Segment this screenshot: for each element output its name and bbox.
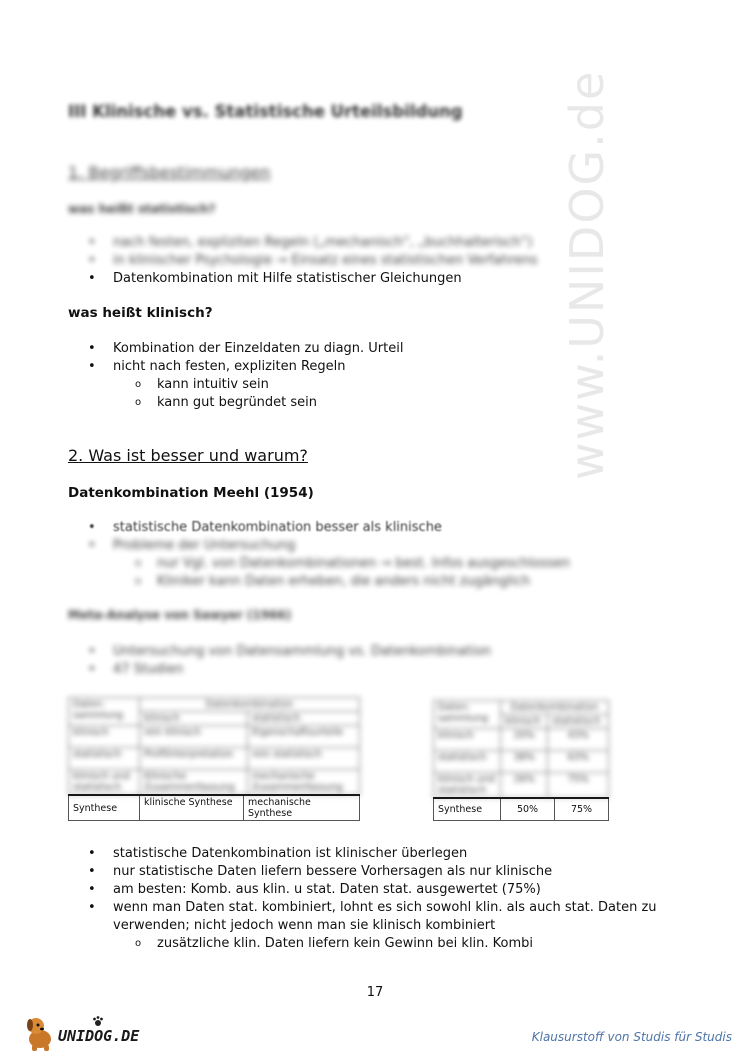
table-cell: 75% [548, 773, 609, 798]
table-cell: 20% [501, 729, 548, 751]
table-row [69, 770, 360, 795]
list-item: • nicht nach festen, expliziten Regeln [68, 358, 708, 376]
sawyer-heading: Meta-Analyse von Sawyer (1966) [68, 608, 292, 622]
watermark: www.UNIDOG.de [560, 69, 614, 480]
table-cell: 43% [548, 729, 609, 751]
table-cell: klinisch [434, 729, 501, 751]
table-cell: statistisch [434, 751, 501, 773]
table-cell: rein klinisch [140, 726, 248, 748]
section2-heading: 2. Was ist besser und warum? [68, 446, 308, 465]
table-cell: Synthese [434, 798, 501, 820]
table-datenkombination-typen [68, 697, 360, 821]
table-row [69, 795, 360, 821]
table-cell: mechanische Zusammenfassung [248, 770, 360, 795]
table-cell: klinische Synthese [140, 795, 244, 821]
table-row [434, 773, 609, 798]
list-item: • nur statistische Daten liefern bessere Vorhersagen als nur klinische [68, 863, 678, 881]
sawyer-list [68, 643, 708, 679]
page-number: 17 [366, 985, 384, 1000]
meehl-heading: Datenkombination Meehl (1954) [68, 485, 314, 501]
question-statistisch: was heißt statistisch? [68, 202, 216, 216]
table-cell: 50% [501, 798, 555, 820]
table-cell: statistisch [69, 748, 140, 770]
table-cell: 26% [501, 773, 548, 798]
dog-icon [22, 1013, 62, 1053]
meehl-list [68, 519, 708, 591]
list-item: • nach festen, expliziten Regeln („mechanisch“, „buchhalterisch“) [68, 234, 708, 252]
table-cell: klinisch und statistisch [69, 770, 140, 795]
unidog-logo [22, 1013, 182, 1053]
table-header-cell: statistisch [548, 715, 609, 729]
list-item: • in klinischer Psychologie → Einsatz eines statistischen Verfahrens [68, 252, 708, 270]
table-cell: Profilinterpretation [140, 748, 248, 770]
list-item: • Probleme der Untersuchung [68, 537, 708, 555]
table-cell: mechanische Synthese [244, 795, 360, 821]
klinisch-list [68, 340, 708, 412]
table-row [69, 726, 360, 748]
section1-heading: 1. Begriffsbestimmungen [68, 163, 271, 182]
table-row [434, 798, 609, 820]
table-row [434, 729, 609, 751]
list-item: • statistische Datenkombination besser als klinische [68, 519, 708, 537]
conclusion-list [68, 845, 678, 953]
table-cell: Synthese [69, 795, 140, 821]
list-item: • Untersuchung von Datensammlung vs. Datenkombination [68, 643, 708, 661]
table-cell: rein statistisch [248, 748, 360, 770]
sub-list-item: o kann intuitiv sein [68, 376, 708, 394]
sub-list-item: o Kliniker kann Daten erheben, die anders nicht zugänglich [68, 573, 708, 591]
table-cell: 63% [548, 751, 609, 773]
table-cell: Eigenschaftsurteile [248, 726, 360, 748]
table-cell: Klinische Zusammenfassung [140, 770, 248, 795]
logo-text: UNIDOG.DE [58, 1027, 140, 1045]
sub-list-item: o kann gut begründet sein [68, 394, 708, 412]
footer-slogan: Klausurstoff von Studis für Studis [531, 1030, 732, 1044]
list-item: • statistische Datenkombination ist klinischer überlegen [68, 845, 678, 863]
table-trefferquoten [433, 700, 609, 821]
list-item: • Kombination der Einzeldaten zu diagn. Urteil [68, 340, 708, 358]
table-header-cell: Datenkombination [501, 701, 609, 715]
table-header-cell: statistisch [248, 712, 360, 726]
table-header-cell: Daten-sammlung [434, 701, 501, 729]
table-header-cell: Datenkombination [140, 698, 360, 712]
table-row [434, 751, 609, 773]
list-item: • Datenkombination mit Hilfe statistischer Gleichungen [68, 270, 708, 288]
paw-icon [92, 1015, 104, 1027]
list-item: • am besten: Komb. aus klin. u stat. Daten stat. ausgewertet (75%) [68, 881, 678, 899]
page-title: III Klinische vs. Statistische Urteilsbildung [68, 102, 463, 121]
table-header-cell: klinisch [501, 715, 548, 729]
table-cell: klinisch und statistisch [434, 773, 501, 798]
table-cell: 75% [555, 798, 609, 820]
list-item: • 47 Studien [68, 661, 708, 679]
table-cell: klinisch [69, 726, 140, 748]
table-row [69, 748, 360, 770]
question-klinisch: was heißt klinisch? [68, 305, 213, 321]
table-header-cell: klinisch [140, 712, 248, 726]
statistisch-list [68, 234, 708, 288]
sub-list-item: o nur Vgl. von Datenkombinationen → best. Infos ausgeschlossen [68, 555, 708, 573]
table-header-cell: Daten-sammlung [69, 698, 140, 726]
sub-list-item: o zusätzliche klin. Daten liefern kein Gewinn bei klin. Kombi [68, 935, 678, 953]
list-item: • wenn man Daten stat. kombiniert, lohnt es sich sowohl klin. als auch stat. Daten zu verwenden; nicht jedoch wenn man sie klinisch kombiniert [68, 899, 678, 935]
table-cell: 38% [501, 751, 548, 773]
